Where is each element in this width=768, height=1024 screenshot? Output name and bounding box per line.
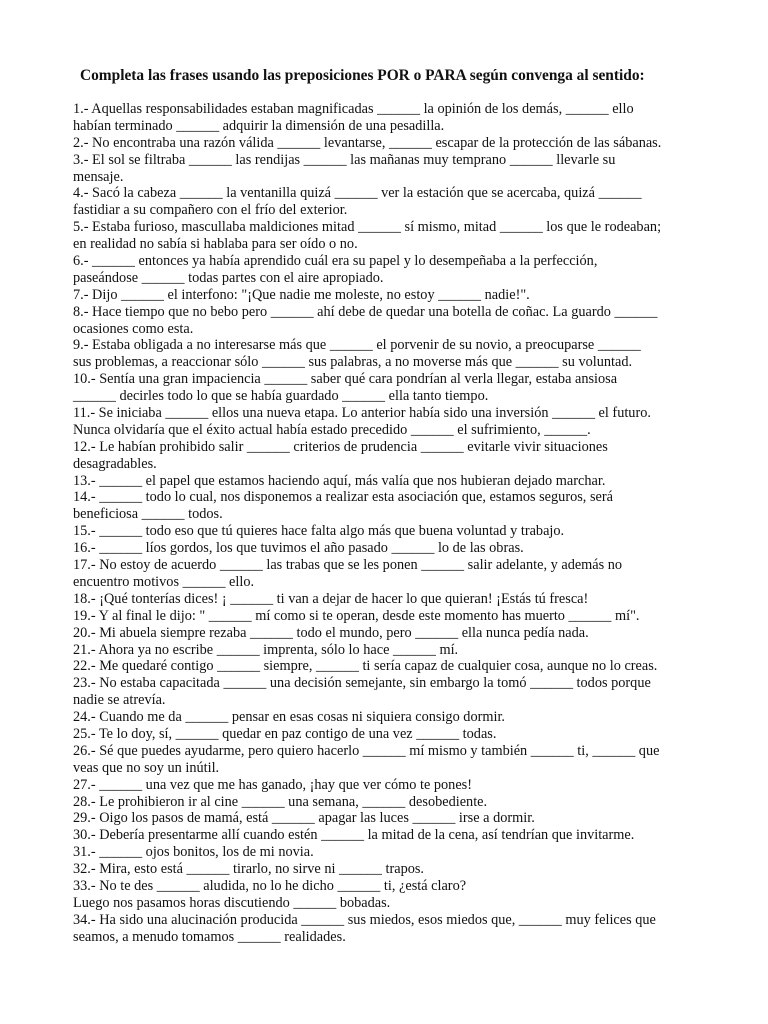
exercise-line: 29.- Oigo los pasos de mamá, está ______ apagar las luces ______ irse a dormir. <box>73 810 535 827</box>
exercise-line: 19.- Y al final le dijo: " ______ mí como si te operan, desde este momento has muerto ______ mí". <box>73 607 640 624</box>
exercise-line: ocasiones como esta. <box>73 320 194 337</box>
exercise-line: 14.- ______ todo lo cual, nos disponemos a realizar esta asociación que, estamos seguros, será <box>73 489 613 506</box>
exercise-line: sus problemas, a reaccionar sólo ______ sus palabras, a no moverse más que ______ su voluntad. <box>73 354 633 371</box>
exercise-line: 18.- ¡Qué tonterías dices! ¡ ______ ti van a dejar de hacer lo que quieran! ¡Estás tú fresca! <box>73 590 589 607</box>
exercise-line: 16.- ______ líos gordos, los que tuvimos el año pasado ______ lo de las obras. <box>73 540 524 557</box>
exercise-line: 26.- Sé que puedes ayudarme, pero quiero hacerlo ______ mí mismo y también ______ ti, ______ que <box>73 742 660 759</box>
exercise-line: 8.- Hace tiempo que no bebo pero ______ ahí debe de quedar una botella de coñac. La guardo ______ <box>73 303 658 320</box>
exercise-line: 27.- ______ una vez que me has ganado, ¡hay que ver cómo te pones! <box>73 776 472 793</box>
exercise-line: habían terminado ______ adquirir la dimensión de una pesadilla. <box>73 117 445 134</box>
exercise-line: encuentro motivos ______ ello. <box>73 573 255 590</box>
exercise-line: 3.- El sol se filtraba ______ las rendijas ______ las mañanas muy temprano ______ llevarle su <box>73 151 616 168</box>
exercise-line: 34.- Ha sido una alucinación producida ______ sus miedos, esos miedos que, ______ muy felices que <box>73 911 656 928</box>
exercise-line: mensaje. <box>73 168 124 185</box>
exercise-line: fastidiar a su compañero con el frío del exterior. <box>73 202 348 219</box>
page-title: Completa las frases usando las preposiciones POR o PARA según convenga al sentido: <box>80 67 645 84</box>
exercise-line: 10.- Sentía una gran impaciencia ______ saber qué cara pondrían al verla llegar, estaba ansiosa <box>73 371 618 388</box>
exercise-line: 6.- ______ entonces ya había aprendido cuál era su papel y lo desempeñaba a la perfección, <box>73 253 598 270</box>
exercise-line: 2.- No encontraba una razón válida ______ levantarse, ______ escapar de la protección de las sábanas. <box>73 134 662 151</box>
exercise-line: seamos, a menudo tomamos ______ realidades. <box>73 928 346 945</box>
exercise-line: 9.- Estaba obligada a no interesarse más que ______ el porvenir de su novio, a preocuparse ______ <box>73 337 641 354</box>
exercise-line: 21.- Ahora ya no escribe ______ imprenta, sólo lo hace ______ mí. <box>73 641 459 658</box>
exercise-line: 28.- Le prohibieron ir al cine ______ una semana, ______ desobediente. <box>73 793 488 810</box>
exercise-line: 4.- Sacó la cabeza ______ la ventanilla quizá ______ ver la estación que se acercaba, quizá ______ <box>73 185 642 202</box>
exercise-line: beneficiosa ______ todos. <box>73 506 223 523</box>
exercise-line: en realidad no sabía si hablaba para ser oído o no. <box>73 236 358 253</box>
exercise-line: desagradables. <box>73 455 157 472</box>
exercise-line: 31.- ______ ojos bonitos, los de mi novia. <box>73 844 314 861</box>
exercise-line: veas que no soy un inútil. <box>73 759 220 776</box>
exercise-line: paseándose ______ todas partes con el aire apropiado. <box>73 269 384 286</box>
exercise-line: 12.- Le habían prohibido salir ______ criterios de prudencia ______ evitarle vivir situaciones <box>73 438 608 455</box>
exercise-line: Nunca olvidaría que el éxito actual había estado precedido ______ el sufrimiento, ______. <box>73 421 591 438</box>
exercise-list <box>73 101 695 946</box>
exercise-line: Luego nos pasamos horas discutiendo ______ bobadas. <box>73 894 391 911</box>
exercise-line: 25.- Te lo doy, sí, ______ quedar en paz contigo de una vez ______ todas. <box>73 725 497 742</box>
exercise-line: 22.- Me quedaré contigo ______ siempre, ______ ti sería capaz de cualquier cosa, aunque no lo creas. <box>73 658 658 675</box>
exercise-line: ______ decirles todo lo que se había guardado ______ ella tanto tiempo. <box>73 388 489 405</box>
exercise-line: 13.- ______ el papel que estamos haciendo aquí, más valía que nos hubieran dejado marchar. <box>73 472 606 489</box>
exercise-line: 7.- Dijo ______ el interfono: "¡Que nadie me moleste, no estoy ______ nadie!". <box>73 286 530 303</box>
exercise-line: 32.- Mira, esto está ______ tirarlo, no sirve ni ______ trapos. <box>73 861 425 878</box>
exercise-line: 20.- Mi abuela siempre rezaba ______ todo el mundo, pero ______ ella nunca pedía nada. <box>73 624 589 641</box>
exercise-line: 1.- Aquellas responsabilidades estaban magnificadas ______ la opinión de los demás, ______ ello <box>73 101 634 117</box>
exercise-line: 11.- Se iniciaba ______ ellos una nueva etapa. Lo anterior había sido una inversión ______ el futuro. <box>73 405 651 422</box>
exercise-line: nadie se atrevía. <box>73 692 166 709</box>
exercise-line: 30.- Debería presentarme allí cuando estén ______ la mitad de la cena, así tendrían que invitarme. <box>73 827 635 844</box>
exercise-line: 5.- Estaba furioso, mascullaba maldiciones mitad ______ sí mismo, mitad ______ los que le rodeaban; <box>73 219 662 236</box>
exercise-line: 24.- Cuando me da ______ pensar en esas cosas ni siquiera consigo dormir. <box>73 709 505 726</box>
exercise-line: 17.- No estoy de acuerdo ______ las trabas que se les ponen ______ salir adelante, y además no <box>73 557 623 574</box>
exercise-line: 33.- No te des ______ aludida, no lo he dicho ______ ti, ¿está claro? <box>73 877 467 894</box>
exercise-line: 23.- No estaba capacitada ______ una decisión semejante, sin embargo la tomó ______ todos porque <box>73 675 651 692</box>
exercise-line: 15.- ______ todo eso que tú quieres hace falta algo más que buena voluntad y trabajo. <box>73 523 565 540</box>
